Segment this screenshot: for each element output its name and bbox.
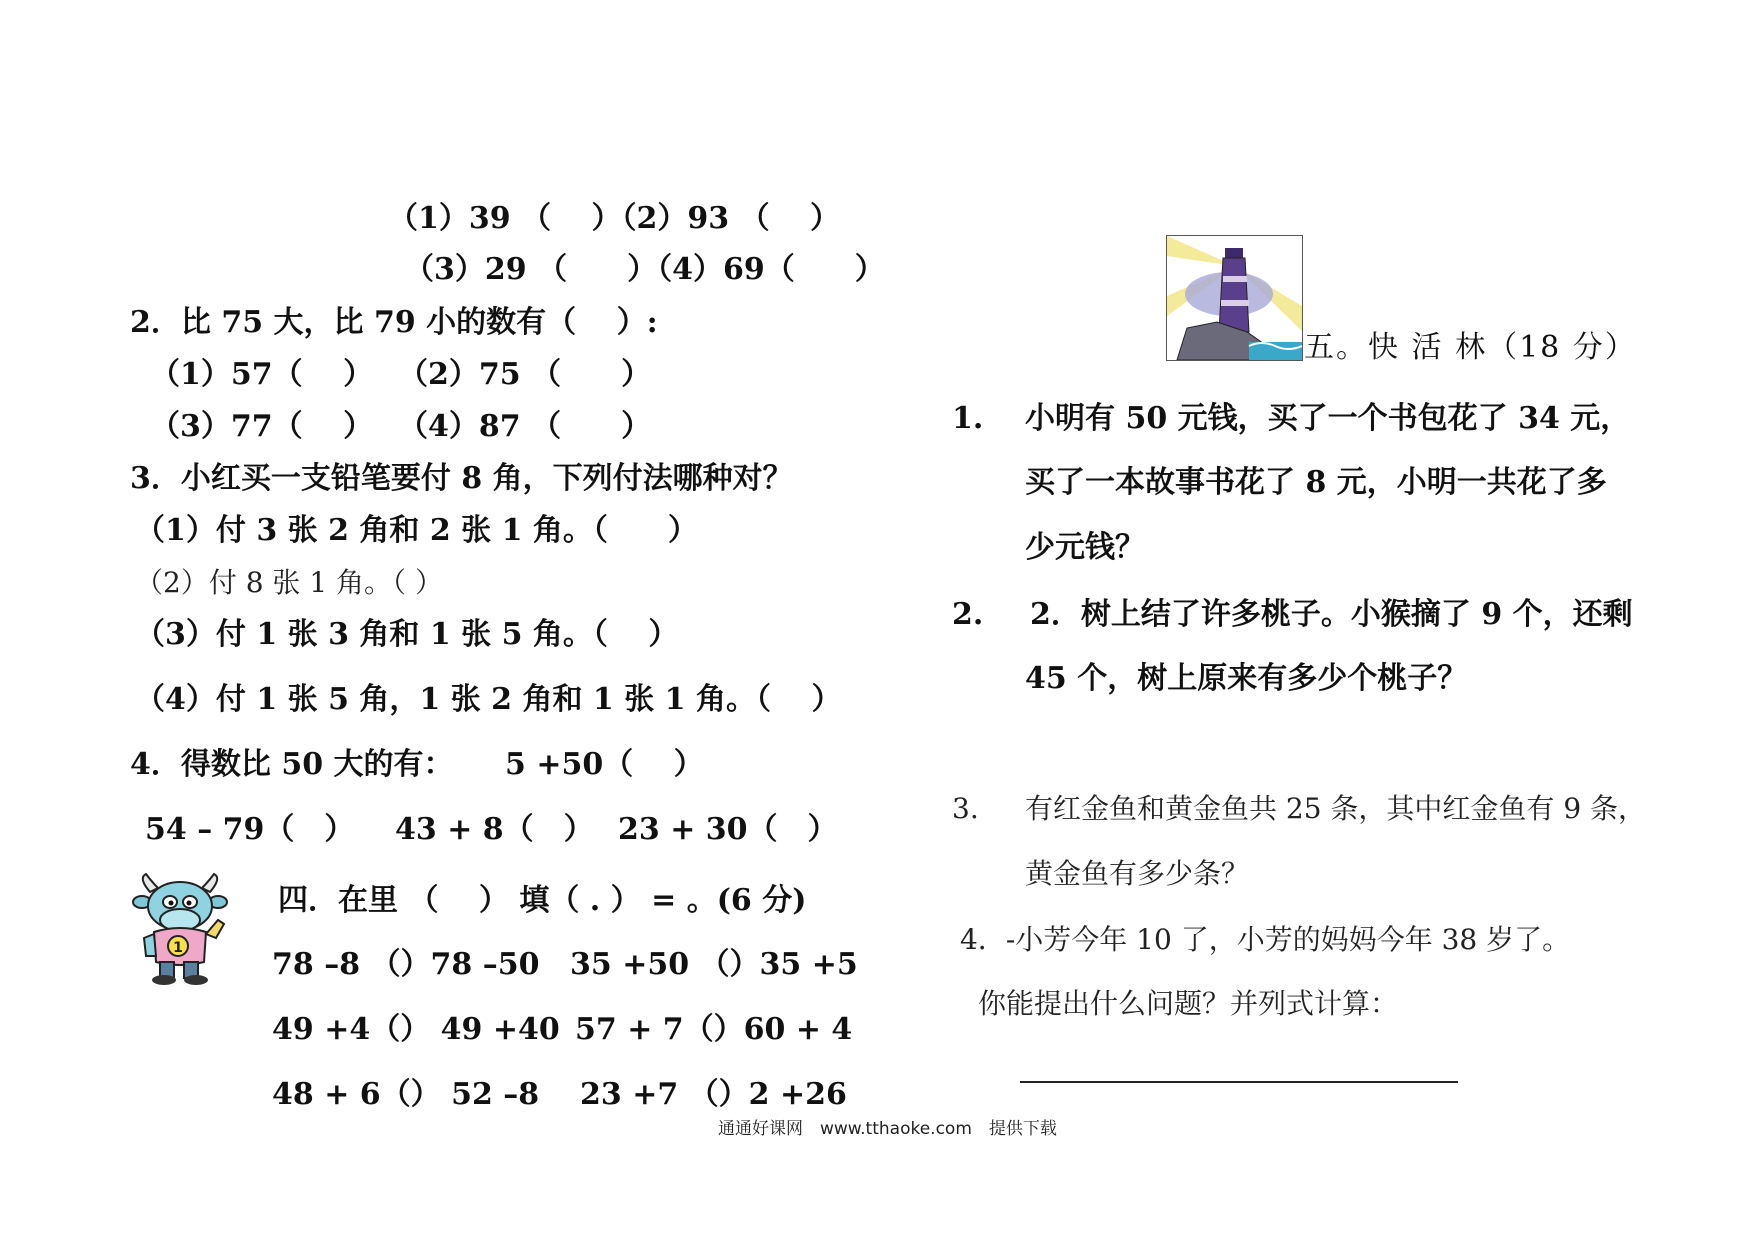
p3-line1: 有红金鱼和黄金鱼共 25 条，其中红金鱼有 9 条， bbox=[1025, 792, 1647, 825]
question-2: 2．比 75 大，比 79 小的数有（ ）: bbox=[130, 305, 658, 340]
footer-credit: 通通好课网 www.tthaoke.com 提供下载 bbox=[718, 1119, 1057, 1139]
q4-expr-4: 23 + 30（ ） bbox=[618, 812, 838, 847]
p1-number: 1. bbox=[952, 401, 984, 436]
q4-expr-2: 54 – 79（ ） bbox=[145, 812, 355, 847]
mascot-badge-label: 1 bbox=[173, 940, 183, 956]
p2-number: 2. bbox=[952, 597, 984, 632]
q1-options-row1: （1）39 （ ）（2）93 （ ） bbox=[388, 201, 841, 236]
q2-option-4: （4）87 （ ） bbox=[398, 409, 652, 444]
p1-line1: 小明有 50 元钱，买了一个书包花了 34 元， bbox=[1025, 401, 1631, 436]
q3-option-1: （1）付 3 张 2 角和 2 张 1 角。（ ） bbox=[135, 513, 698, 548]
question-4: 4．得数比 50 大的有： bbox=[130, 747, 454, 782]
q1-options-row2: （3）29 （ ）（4）69（ ） bbox=[404, 252, 885, 287]
p2-line2: 45 个，树上原来有多少个桃子？ bbox=[1025, 661, 1468, 696]
q3-option-3: （3）付 1 张 3 角和 1 张 5 角。（ ） bbox=[135, 617, 679, 652]
p1-line2: 买了一本故事书花了 8 元，小明一共花了多 bbox=[1025, 465, 1607, 500]
q4-expr-1: 5 +50（ ） bbox=[505, 747, 704, 782]
q2-option-3: （3）77（ ） bbox=[150, 409, 374, 444]
p4-line1: 4．-小芳今年 10 了，小芳的妈妈今年 38 岁了。 bbox=[960, 923, 1571, 956]
s4-row1-a: 78 –8 （）78 –50 bbox=[272, 947, 540, 982]
section-5-title: 五。快 活 林（18 分） bbox=[1304, 330, 1637, 365]
q4-expr-3: 43 + 8（ ） bbox=[395, 812, 594, 847]
question-3: 3．小红买一支铅笔要付 8 角，下列付法哪种对？ bbox=[130, 461, 793, 496]
s4-row2-b: 57 + 7（）60 + 4 bbox=[575, 1012, 853, 1047]
cow-mascot-image bbox=[132, 872, 228, 986]
s4-row1-b: 35 +50 （）35 +5 bbox=[570, 947, 858, 982]
s4-row2-a: 49 +4（） 49 +40 bbox=[272, 1012, 560, 1047]
p1-line3: 少元钱？ bbox=[1025, 530, 1145, 565]
p3-number: 3. bbox=[952, 792, 979, 825]
s4-row3-b: 23 +7 （）2 +26 bbox=[580, 1077, 847, 1112]
q3-option-4: （4）付 1 张 5 角，1 张 2 角和 1 张 1 角。（ ） bbox=[135, 682, 842, 717]
lighthouse-image bbox=[1166, 235, 1303, 361]
q3-option-2: （2）付 8 张 1 角。（ ） bbox=[135, 566, 443, 599]
q2-option-2: （2）75 （ ） bbox=[398, 357, 652, 392]
p4-line2: 你能提出什么问题？并列式计算： bbox=[978, 987, 1399, 1020]
p3-line2: 黄金鱼有多少条？ bbox=[1025, 857, 1250, 890]
q2-option-1: （1）57（ ） bbox=[150, 357, 374, 392]
p2-line1: 2．树上结了许多桃子。小猴摘了 9 个，还剩 bbox=[1030, 597, 1633, 632]
s4-row3-a: 48 + 6（） 52 –8 bbox=[272, 1077, 540, 1112]
answer-line bbox=[1020, 1081, 1458, 1083]
section-4-title: 四．在里 （ ） 填（ . ） = 。(6 分) bbox=[278, 883, 807, 918]
